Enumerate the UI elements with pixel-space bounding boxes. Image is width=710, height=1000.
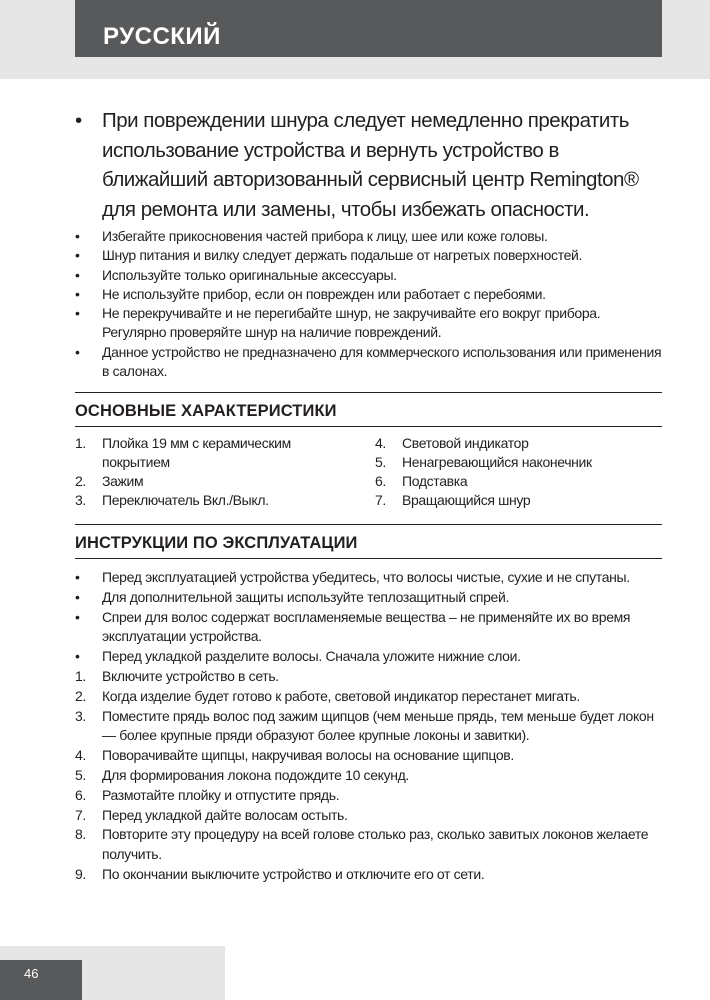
instruction-item: [75, 608, 662, 648]
instruction-item: [75, 568, 662, 588]
feature-number: 1.: [75, 435, 86, 451]
instruction-text: Перед укладкой дайте волосам остыть.: [102, 806, 348, 823]
instructions-title: ИНСТРУКЦИИ ПО ЭКСПЛУАТАЦИИ: [75, 534, 358, 552]
instruction-marker: •: [75, 588, 80, 605]
instruction-marker: 2.: [75, 687, 86, 704]
feature-item: [75, 472, 355, 491]
instruction-text: Для дополнительной защиты используйте теплозащитный спрей.: [102, 588, 509, 605]
language-header: [75, 0, 662, 57]
instruction-marker: 1.: [75, 667, 86, 684]
warning-text: Шнур питания и вилку следует держать подальше от нагретых поверхностей.: [102, 247, 583, 264]
warning-list: [75, 227, 662, 381]
page-number-text: 46: [24, 966, 39, 981]
language-title: РУССКИЙ: [103, 23, 221, 50]
list-item: [75, 304, 662, 343]
instruction-text: Поворачивайте щипцы, накручивая волосы на основание щипцов.: [102, 747, 514, 764]
instruction-item: [75, 647, 662, 667]
feature-number: 4.: [375, 435, 386, 451]
bullet-marker: •: [75, 305, 80, 322]
bullet-marker: •: [75, 343, 80, 360]
instruction-item: [75, 746, 662, 766]
divider: [75, 558, 662, 559]
warning-text: Избегайте прикосновения частей прибора к лицу, шее или коже головы.: [102, 228, 548, 244]
feature-text: Ненагревающийся наконечник: [402, 454, 592, 470]
feature-text: Вращающийся шнур: [402, 492, 531, 508]
instruction-item: [75, 806, 662, 826]
instruction-item: [75, 825, 662, 865]
instruction-item: [75, 786, 662, 806]
features-list-left: [75, 434, 355, 510]
feature-text: Плойка 19 мм с керамическим покрытием: [102, 435, 291, 470]
feature-number: 2.: [75, 473, 86, 489]
instructions-list: [75, 568, 662, 885]
instruction-marker: 8.: [75, 826, 86, 843]
list-item: [75, 343, 662, 382]
instruction-text: Повторите эту процедуру на всей голове столько раз, сколько завитых локонов желаете получить.: [102, 826, 649, 863]
feature-item: [375, 453, 655, 472]
instruction-text: Перед укладкой разделите волосы. Сначала уложите нижние слои.: [102, 648, 521, 665]
features-list-right: [375, 434, 655, 510]
instruction-text: Когда изделие будет готово к работе, световой индикатор перестанет мигать.: [102, 687, 580, 704]
feature-number: 6.: [375, 473, 386, 489]
instruction-marker: 6.: [75, 786, 86, 803]
feature-item: [75, 434, 355, 472]
feature-text: Световой индикатор: [402, 435, 529, 451]
list-item: [75, 246, 662, 265]
instruction-marker: 4.: [75, 747, 86, 764]
instruction-marker: 9.: [75, 865, 86, 882]
feature-number: 3.: [75, 492, 86, 508]
main-warning-text: При повреждении шнура следует немедленно прекратить использование устройства и вернуть устройство в ближайший авторизованный сервисный центр Remington® для ремонта или замены, чтобы избежать опасности.: [102, 109, 639, 221]
list-item: [75, 227, 662, 246]
instruction-item: [75, 707, 662, 747]
feature-text: Подставка: [402, 473, 468, 489]
divider: [75, 426, 662, 427]
instruction-marker: 5.: [75, 766, 86, 783]
instruction-marker: 7.: [75, 806, 86, 823]
feature-number: 7.: [375, 492, 386, 508]
warning-text: Используйте только оригинальные аксессуары.: [102, 266, 397, 283]
feature-item: [375, 472, 655, 491]
main-warning: [75, 106, 662, 224]
instruction-text: По окончании выключите устройство и отключите его от сети.: [102, 865, 485, 882]
instruction-item: [75, 667, 662, 687]
bullet-marker: •: [75, 266, 80, 283]
instruction-text: Спреи для волос содержат воспламеняемые вещества – не применяйте их во время эксплуатации устройства.: [102, 608, 631, 645]
instruction-text: Включите устройство в сеть.: [102, 667, 279, 684]
instruction-text: Для формирования локона подождите 10 секунд.: [102, 766, 409, 783]
instruction-text: Перед эксплуатацией устройства убедитесь, что волосы чистые, сухие и не спутаны.: [102, 569, 630, 585]
instruction-item: [75, 687, 662, 707]
instruction-item: [75, 588, 662, 608]
instruction-text: Размотайте плойку и отпустите прядь.: [102, 786, 340, 803]
warning-text: Не используйте прибор, если он поврежден или работает с перебоями.: [102, 285, 546, 302]
instruction-text: Поместите прядь волос под зажим щипцов (чем меньше прядь, тем меньше будет локон — более крупные пряди образуют более крупные локоны и завитки).: [102, 707, 654, 744]
bullet-marker: •: [75, 247, 80, 264]
feature-item: [375, 491, 655, 510]
features-heading: [75, 392, 662, 427]
feature-number: 5.: [375, 454, 386, 470]
page-number: [0, 960, 82, 1000]
feature-item: [75, 491, 355, 510]
bullet-marker: •: [75, 228, 80, 244]
instruction-item: [75, 766, 662, 786]
feature-text: Зажим: [102, 473, 144, 489]
main-warning-item: [75, 106, 662, 224]
features-title: ОСНОВНЫЕ ХАРАКТЕРИСТИКИ: [75, 402, 337, 420]
warning-text: Данное устройство не предназначено для коммерческого использования или применения в салонах.: [102, 343, 662, 380]
feature-item: [375, 434, 655, 453]
bullet-marker: •: [75, 285, 80, 302]
instruction-marker: •: [75, 648, 80, 665]
list-item: [75, 266, 662, 285]
instructions-heading: [75, 524, 662, 559]
instruction-marker: •: [75, 608, 80, 625]
warning-text: Не перекручивайте и не перегибайте шнур, не закручивайте его вокруг прибора. Регулярно проверяйте шнур на наличие повреждений.: [102, 305, 601, 341]
instruction-marker: •: [75, 569, 80, 585]
feature-text: Переключатель Вкл./Выкл.: [102, 492, 269, 508]
instruction-marker: 3.: [75, 707, 86, 724]
bullet-marker: •: [75, 109, 82, 132]
instruction-item: [75, 865, 662, 885]
list-item: [75, 285, 662, 304]
